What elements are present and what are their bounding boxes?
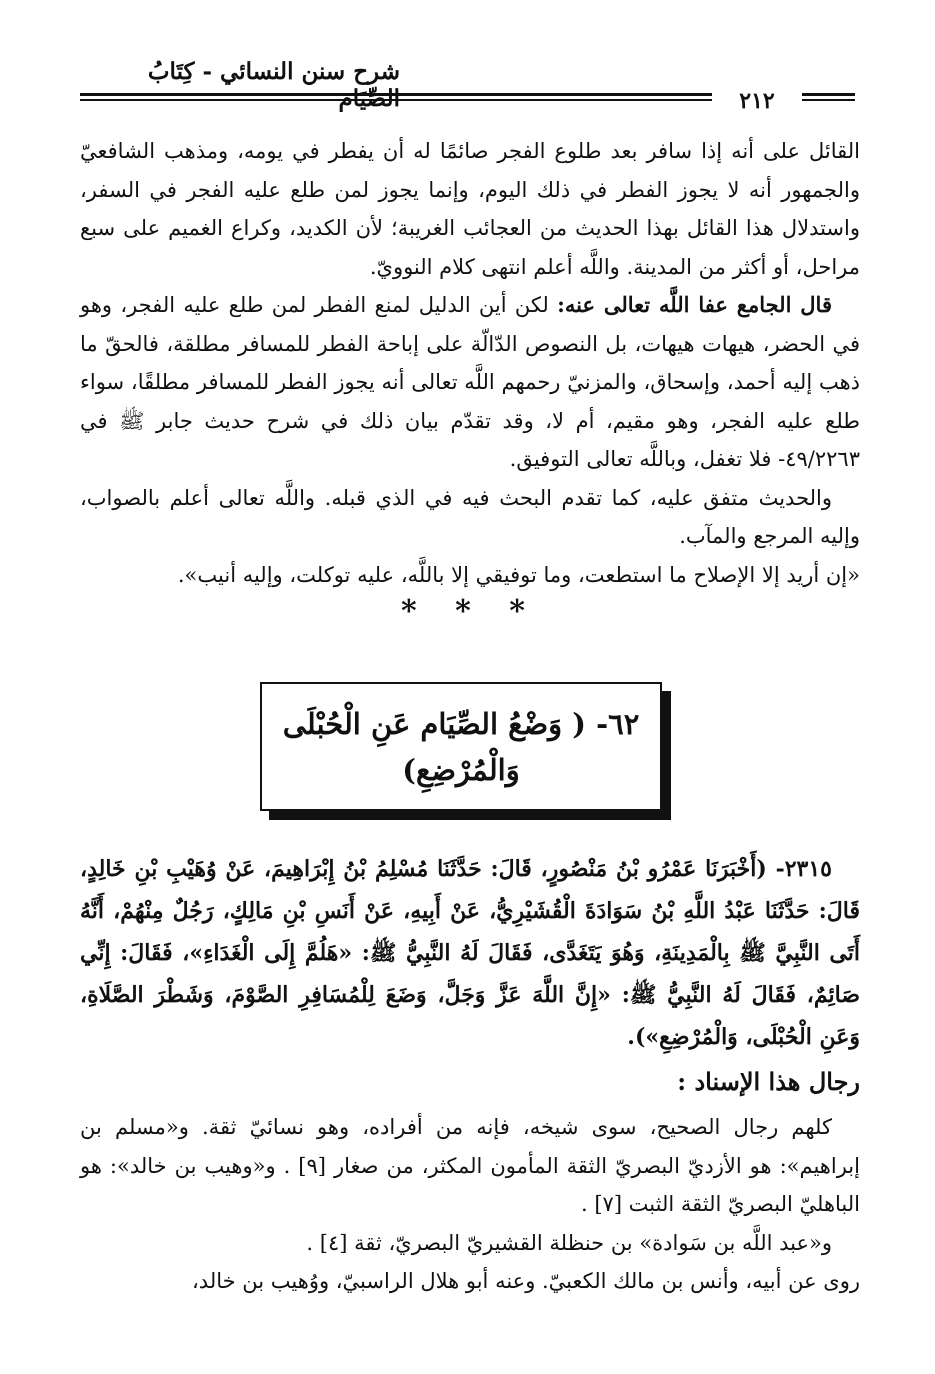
chapter-heading-box <box>260 682 662 811</box>
page-number: ٢١٢ <box>712 88 802 114</box>
closing-quote: «إن أريد إلا الإصلاح ما استطعت، وما توفيقي إلا باللَّه، عليه توكلت، وإليه أنيب». <box>177 562 860 587</box>
paragraph-hadith-note: والحديث متفق عليه، كما تقدم البحث فيه في الذي قبله. واللَّه تعالى أعلم بالصواب، وإليه المرجع والمآب. <box>80 485 860 548</box>
top-text-block <box>80 132 860 629</box>
paragraph-narrators-1: كلهم رجال الصحيح، سوى شيخه، فإنه من أفراده، وهو نسائيّ ثقة. و«مسلم بن إبراهيم»: هو الأزديّ البصريّ الثقة المأمون المكثر، من صغار [٩] . و«وهيب بن خالد»: هو الباهليّ البصريّ الثقة الثبت [٧] . <box>80 1115 860 1216</box>
paragraph-nawawi: القائل على أنه إذا سافر بعد طلوع الفجر صائمًا له أن يفطر في يومه، ومذهب الشافعيّ والجمهور أنه لا يجوز الفطر في ذلك اليوم، وإنما يجوز لمن طلع عليه الفجر في السفر، واستدلال هذا القائل بهذا الحديث من العجائب الغريبة؛ لأن الكديد، وكراع الغميم على سبع مراحل، أو أكثر من المدينة. واللَّه أعلم انتهى كلام النوويّ. <box>80 139 860 279</box>
hadith-text: ٢٣١٥- (أَخْبَرَنَا عَمْرُو بْنُ مَنْصُورٍ، قَالَ: حَدَّثَنَا مُسْلِمُ بْنُ إِبْرَاهِيمَ، عَنْ وُهَيْبِ بْنِ خَالِدٍ، قَالَ: حَدَّثَنَا عَبْدُ اللَّهِ بْنُ سَوَادَةَ الْقُشَيْرِيُّ، عَنْ أَبِيهِ، عَنْ أَنَسِ بْنِ مَالِكٍ، رَجُلٌ مِنْهُمْ، أَنَّهُ أَتَى النَّبِيَّ ﷺ بِالْمَدِينَةِ، وَهُوَ يَتَغَدَّى، فَقَالَ لَهُ النَّبِيُّ ﷺ: «هَلُمَّ إِلَى الْغَدَاءِ»، فَقَالَ: إِنِّي صَائِمٌ، فَقَالَ لَهُ النَّبِيُّ ﷺ: «إِنَّ اللَّهَ عَزَّ وَجَلَّ، وَضَعَ لِلْمُسَافِرِ الصَّوْمَ، وَشَطْرَ الصَّلَاةِ، وَعَنِ الْحُبْلَى، وَالْمُرْضِعِ»). <box>80 856 860 1050</box>
chapter-title-line-2: وَالْمُرْضِعِ) <box>402 752 520 787</box>
narrators-block <box>80 1062 860 1301</box>
jami-note-text: لكن أين الدليل لمنع الفطر لمن طلع عليه الفجر، وهو في الحضر، هيهات هيهات، بل النصوص الدّالّة على إباحة الفطر للمسافر مطلقة، فالحقّ ما ذهب إليه أحمد، وإسحاق، والمزنيّ رحمهم اللَّه تعالى أنه يجوز الفطر للمسافر مطلقًا، سواء طلع عليه الفجر، وهو مقيم، أم لا، وقد تقدّم بيان ذلك في شرح حديث جابر ﷺ في ٤٩/٢٢٦٣- فلا تغفل، وباللَّه تعالى التوفيق. <box>80 293 860 471</box>
jami-note-label: قال الجامع عفا اللَّه تعالى عنه: <box>557 292 832 317</box>
section-separator: * * * <box>401 594 539 629</box>
section-title-narrators: رجال هذا الإسناد : <box>677 1067 860 1096</box>
chapter-title-line-1: ٦٢- ( وَضْعُ الصِّيَام عَنِ الْحُبْلَى <box>282 706 640 741</box>
paragraph-narrators-2: و«عبد اللَّه بن سَوادة» بن حنظلة القشيريّ البصريّ، ثقة [٤] . <box>306 1230 832 1255</box>
paragraph-narrators-3: روى عن أبيه، وأنس بن مالك الكعبيّ. وعنه أبو هلال الراسبيّ، ووُهيب بن خالد، <box>192 1269 860 1293</box>
paragraph-jami-note <box>80 286 860 479</box>
running-header-title: شرح سنن النسائي - كِتَابُ <box>147 58 400 85</box>
hadith-block <box>80 848 860 1058</box>
